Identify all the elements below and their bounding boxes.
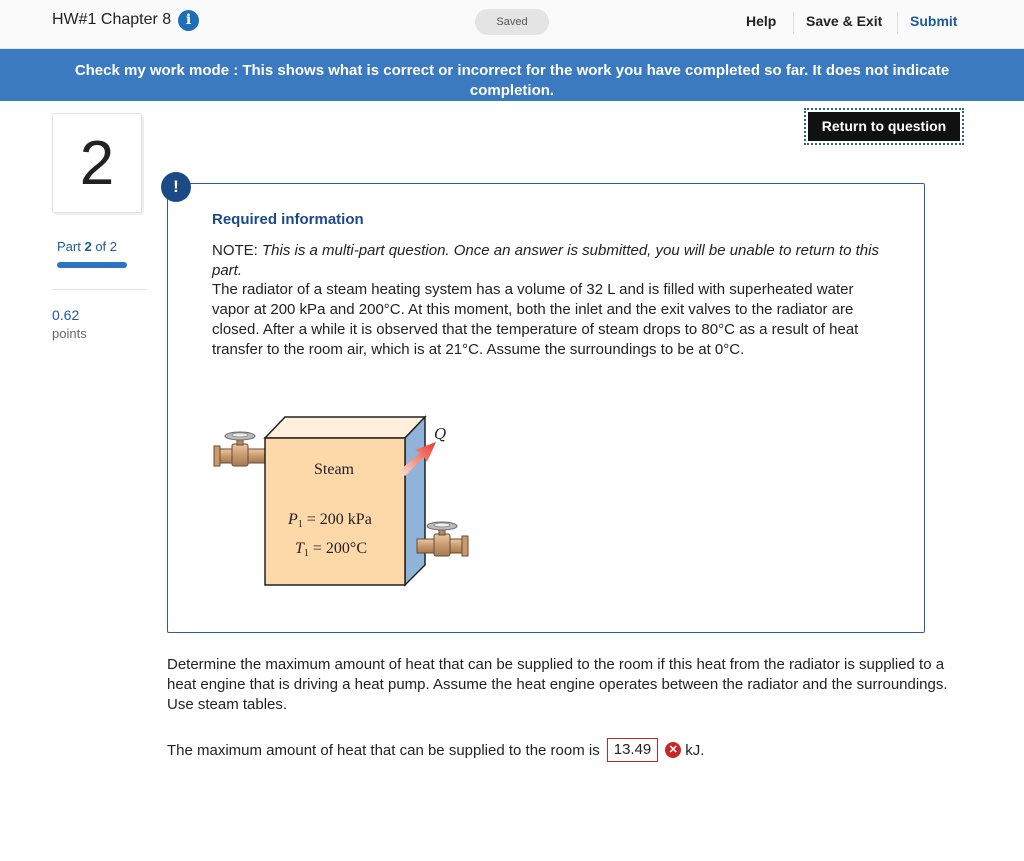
heat-label: Q — [434, 425, 447, 443]
radiator-tank — [265, 417, 425, 585]
part-prefix: Part — [57, 239, 85, 254]
question-number-card — [52, 113, 142, 213]
save-exit-button[interactable]: Save & Exit — [806, 13, 883, 29]
nav-divider — [793, 12, 794, 34]
inlet-valve — [214, 432, 266, 466]
question-text: Determine the maximum amount of heat that can be supplied to the room if this heat from the radiator is supplied to a heat engine that is driving a heat pump. Assume the heat engine operates between the radiator and the surroundings. Use steam tables. — [167, 656, 948, 713]
left-divider — [52, 289, 146, 290]
note-text: This is a multi-part question. Once an answer is submitted, you will be unable to return to this part. — [212, 242, 879, 279]
steam-label: Steam — [314, 461, 354, 478]
pressure-value: = 200 kPa — [302, 511, 372, 528]
submit-button[interactable]: Submit — [910, 13, 958, 29]
problem-statement: The radiator of a steam heating system has a volume of 32 L and is filled with superheated water vapor at 200 kPa and 200°C. At this moment, both the inlet and the exit valves to the radiator are closed. After a while it is observed that the temperature of steam drops to 80°C as a result of heat transfer to the room air, which is at 21°C. Assume the surroundings to be at 0°C. — [212, 281, 859, 358]
temperature-subscript: 1 — [303, 548, 309, 559]
points-label: points — [52, 326, 87, 341]
radiator-figure — [212, 410, 482, 595]
points-value: 0.62 — [52, 307, 80, 323]
check-work-banner: Check my work mode : This shows what is correct or incorrect for the work you have completed so far. It does not indicate completion. — [0, 49, 1024, 101]
radiator-diagram — [212, 410, 482, 595]
answer-unit: kJ. — [685, 741, 705, 759]
incorrect-icon: ✕ — [665, 742, 681, 758]
answer-prompt: The maximum amount of heat that can be supplied to the room is — [167, 741, 600, 759]
nav-divider — [897, 12, 898, 34]
help-button[interactable]: Help — [746, 13, 777, 29]
return-button-focus-ring — [804, 108, 964, 145]
note-prefix: NOTE: — [212, 242, 263, 259]
info-icon[interactable]: i — [178, 10, 199, 31]
saved-status-badge: Saved — [475, 9, 549, 35]
pressure-subscript: 1 — [297, 519, 303, 530]
return-to-question-button[interactable]: Return to question — [808, 112, 960, 141]
temperature-symbol: T — [295, 540, 304, 557]
temperature-value: = 200°C — [308, 540, 367, 557]
answer-line — [167, 737, 704, 763]
required-info-title: Required information — [212, 211, 364, 228]
part-suffix: of 2 — [91, 239, 117, 254]
part-current: 2 — [84, 239, 92, 254]
pressure-symbol: P — [288, 511, 298, 528]
top-bar — [0, 0, 1024, 49]
alert-icon: ! — [161, 172, 191, 202]
question-number: 2 — [79, 129, 115, 198]
part-progress-bar — [57, 262, 127, 268]
multi-part-note — [212, 241, 882, 281]
part-indicator — [57, 239, 117, 254]
assignment-title: HW#1 Chapter 8 — [52, 11, 172, 28]
answer-input[interactable]: 13.49 — [607, 738, 659, 762]
